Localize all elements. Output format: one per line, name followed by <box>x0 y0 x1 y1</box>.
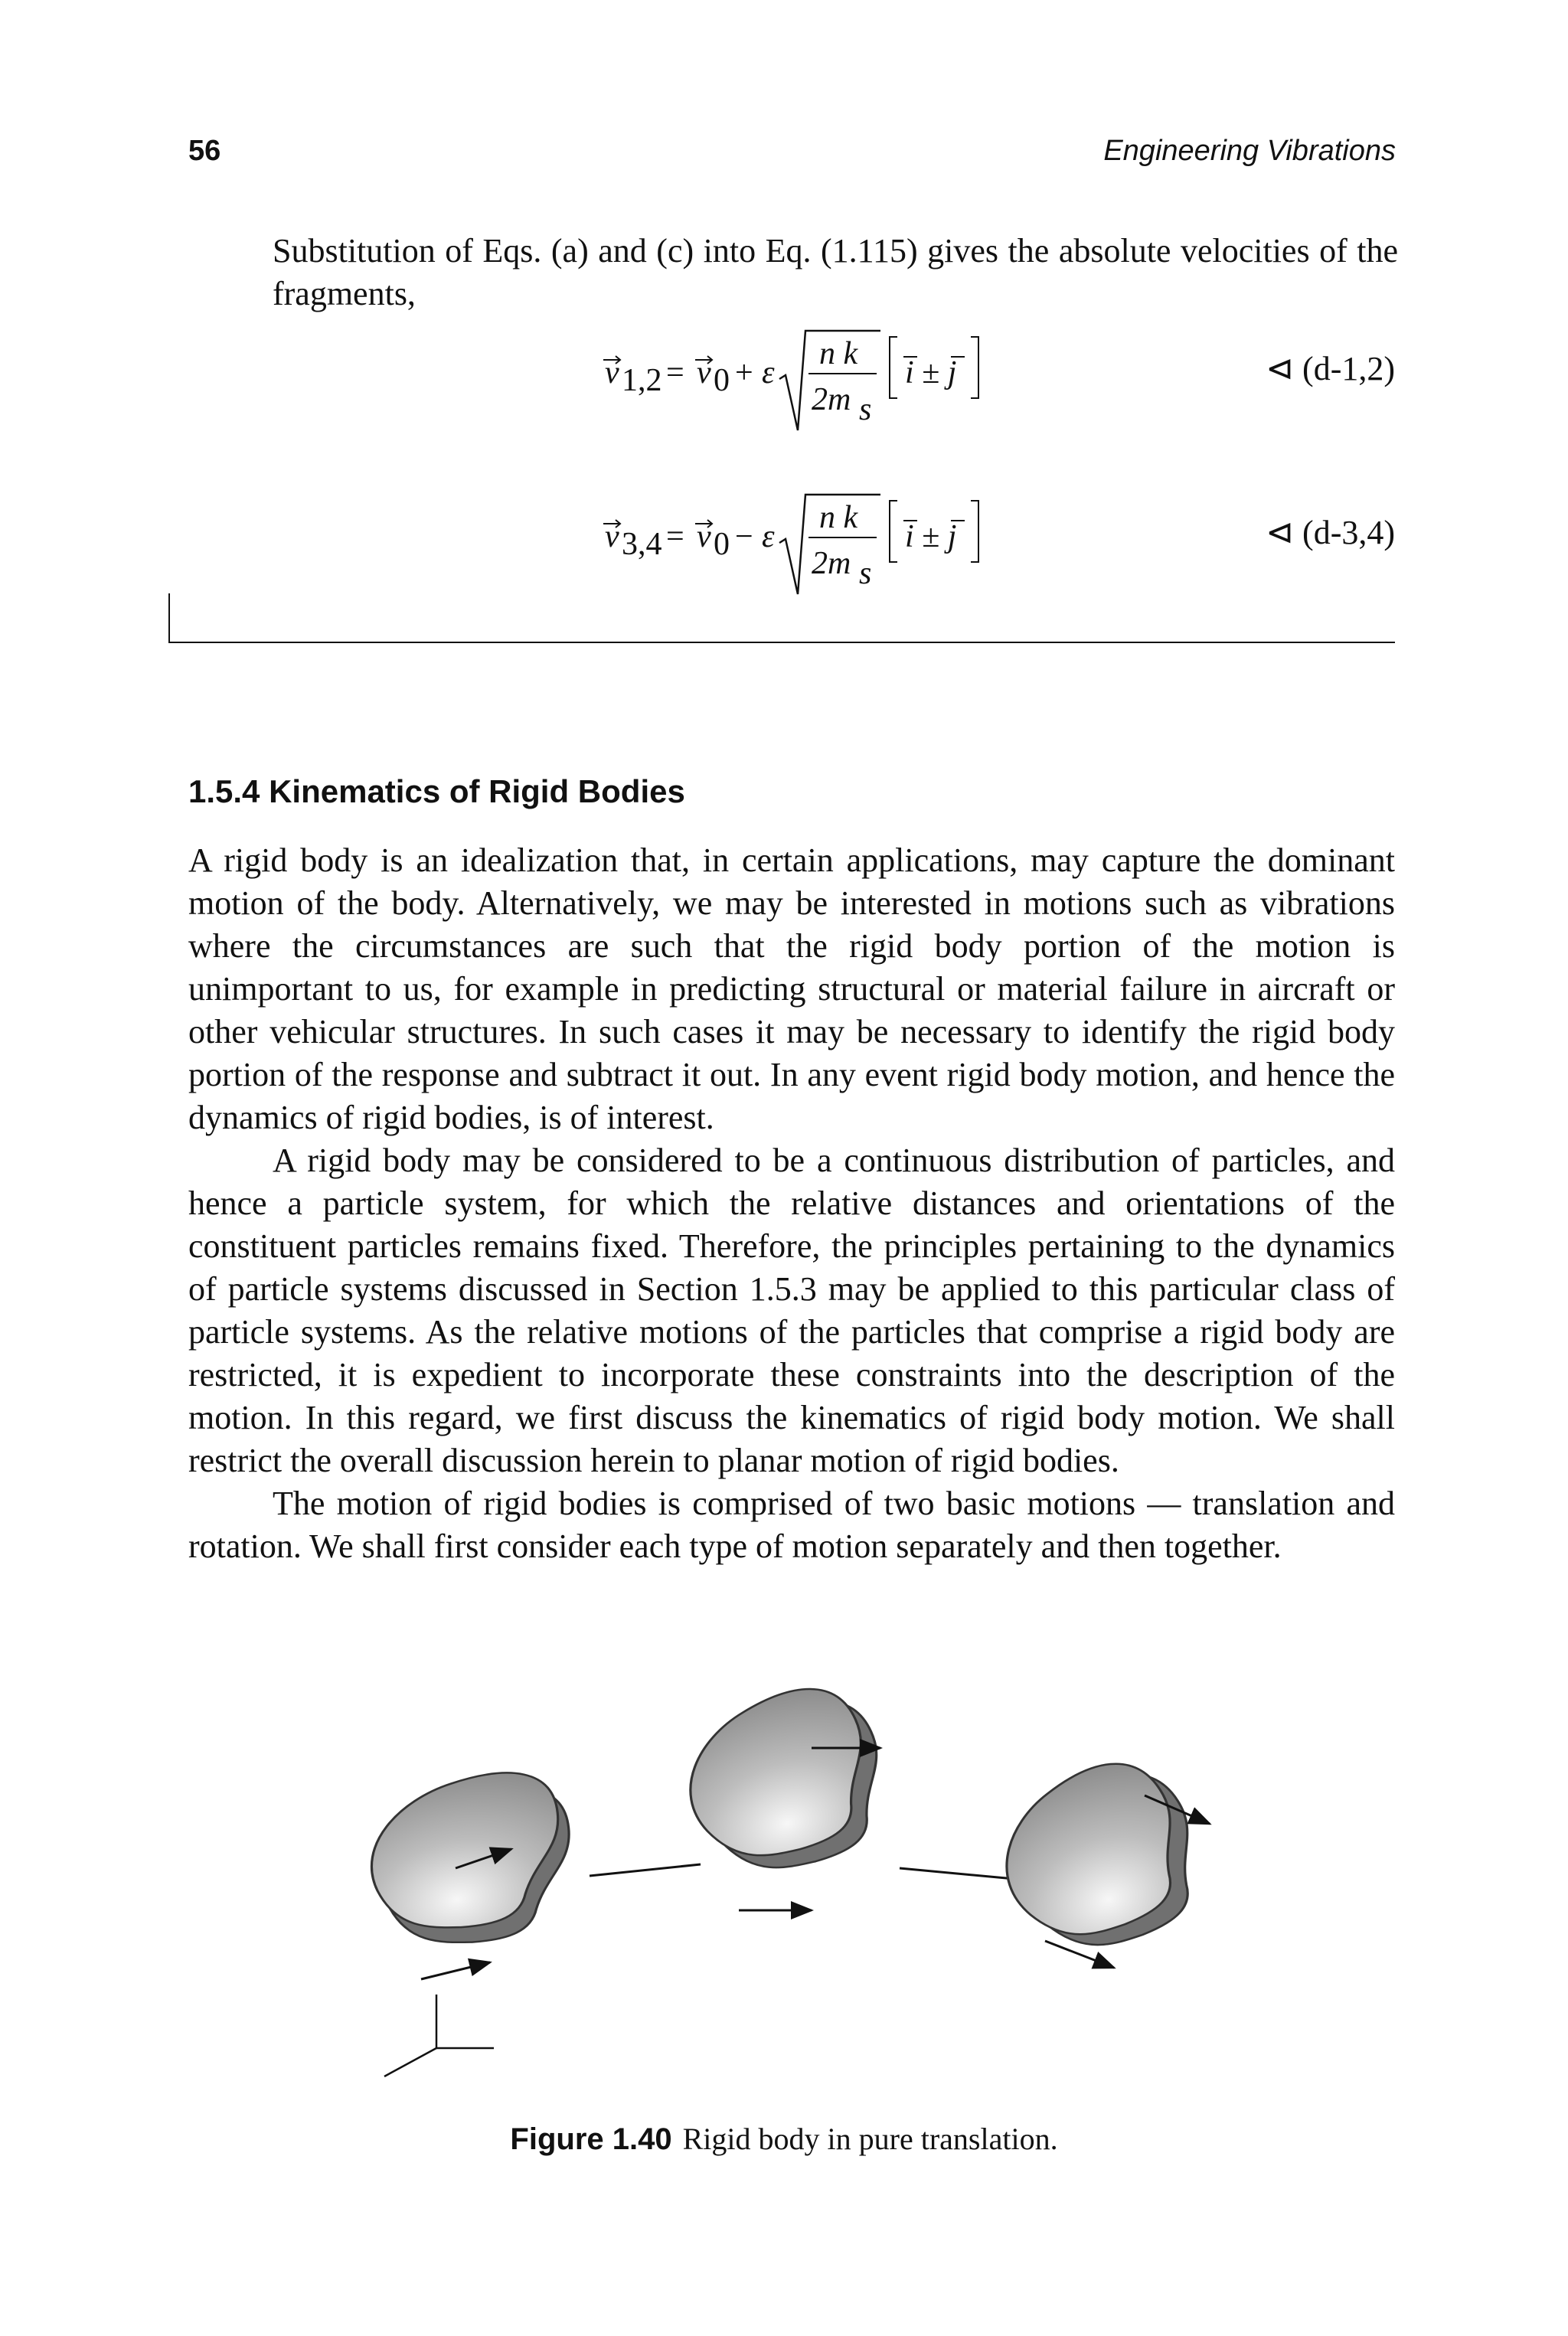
section-heading: 1.5.4 Kinematics of Rigid Bodies <box>188 773 685 809</box>
eq2-sign: − <box>735 519 753 554</box>
eq2-equals: = <box>666 519 684 554</box>
eq1-bracket-expr: i ± j <box>905 355 957 390</box>
eq2-epsilon: ε <box>762 519 775 554</box>
equation-d-3-4 <box>590 485 1018 600</box>
example-end-vertical-rule <box>168 593 170 643</box>
equation-label-d-1-2: ⊲ (d-1,2) <box>1266 350 1395 387</box>
eq1-lhs-v: v <box>605 355 619 390</box>
eq2-v0: v <box>697 519 711 554</box>
eq2-bracket-expr: i ± j <box>905 519 957 554</box>
eq1-sign: + <box>735 355 753 390</box>
section-paragraph-3: The motion of rigid bodies is comprised of two basic motions — translation and rotation. We shall first consider each type of motion separately and then together. <box>188 1485 1395 1565</box>
page-number: 56 <box>188 135 221 167</box>
coordinate-axes <box>384 1995 494 2076</box>
section-body <box>188 839 1395 1568</box>
eq1-v0: v <box>697 355 711 390</box>
rigid-body-position-2 <box>648 1667 940 1896</box>
figure-rigid-body-translation <box>322 1623 1240 2113</box>
figure-label: Figure 1.40 <box>510 2122 672 2156</box>
eq1-numerator: n k <box>819 336 858 371</box>
figure-caption-text: Rigid body in pure translation. <box>682 2122 1058 2156</box>
eq2-lhs-subscript: 3,4 <box>622 527 662 562</box>
eq2-v0-subscript: 0 <box>714 527 730 562</box>
intro-paragraph: Substitution of Eqs. (a) and (c) into Eq. (1.115) gives the absolute velocities of the fragments, <box>273 232 1398 312</box>
rigid-body-position-3 <box>964 1743 1253 1972</box>
eq2-denominator-sub: s <box>859 556 872 591</box>
eq1-epsilon: ε <box>762 355 775 390</box>
connector-line <box>590 1864 701 1876</box>
eq1-denominator: 2m <box>812 382 851 417</box>
velocity-arrow <box>421 1962 490 1979</box>
section-paragraph-1: A rigid body is an idealization that, in certain applications, may capture the dominant motion of the body. Alternatively, we may be interested in motions such as vibrations where the circumstances are such that the rigid body portion of the motion is unimportant to us, for example in predicting structural or material failure in aircraft or other vehicular structures. In such cases it may be necessary to identify the rigid body portion of the response and subtract it out. In any event rigid body motion, and hence the dynamics of rigid bodies, is of interest. <box>188 841 1395 1136</box>
eq2-numerator: n k <box>819 500 858 535</box>
equation-label-d-3-4: ⊲ (d-3,4) <box>1266 514 1395 551</box>
running-header-title: Engineering Vibrations <box>1103 135 1396 167</box>
eq1-v0-subscript: 0 <box>714 363 730 398</box>
eq2-denominator: 2m <box>812 546 851 581</box>
connector-line <box>900 1868 1014 1879</box>
example-end-horizontal-rule <box>168 642 1395 643</box>
figure-caption <box>0 2121 1568 2157</box>
eq1-lhs-subscript: 1,2 <box>622 363 662 398</box>
eq1-equals: = <box>666 355 684 390</box>
section-paragraph-2: A rigid body may be considered to be a continuous distribution of particles, and hence a particle system, for which the relative distances and orientations of the constituent particles remains fixed. Therefore, the principles pertaining to the dynamics of particle systems discussed in Section 1.5.3 may be applied to this particular class of particle systems. As the relative motions of the particles that comprise a rigid body are restricted, it is expedient to incorporate these constraints into the description of the motion. In this regard, we first discuss the kinematics of rigid body motion. We shall restrict the overall discussion herein to planar motion of rigid bodies. <box>188 1142 1395 1479</box>
equation-d-1-2 <box>590 322 1018 436</box>
eq2-lhs-v: v <box>605 519 619 554</box>
eq1-denominator-sub: s <box>859 392 872 427</box>
